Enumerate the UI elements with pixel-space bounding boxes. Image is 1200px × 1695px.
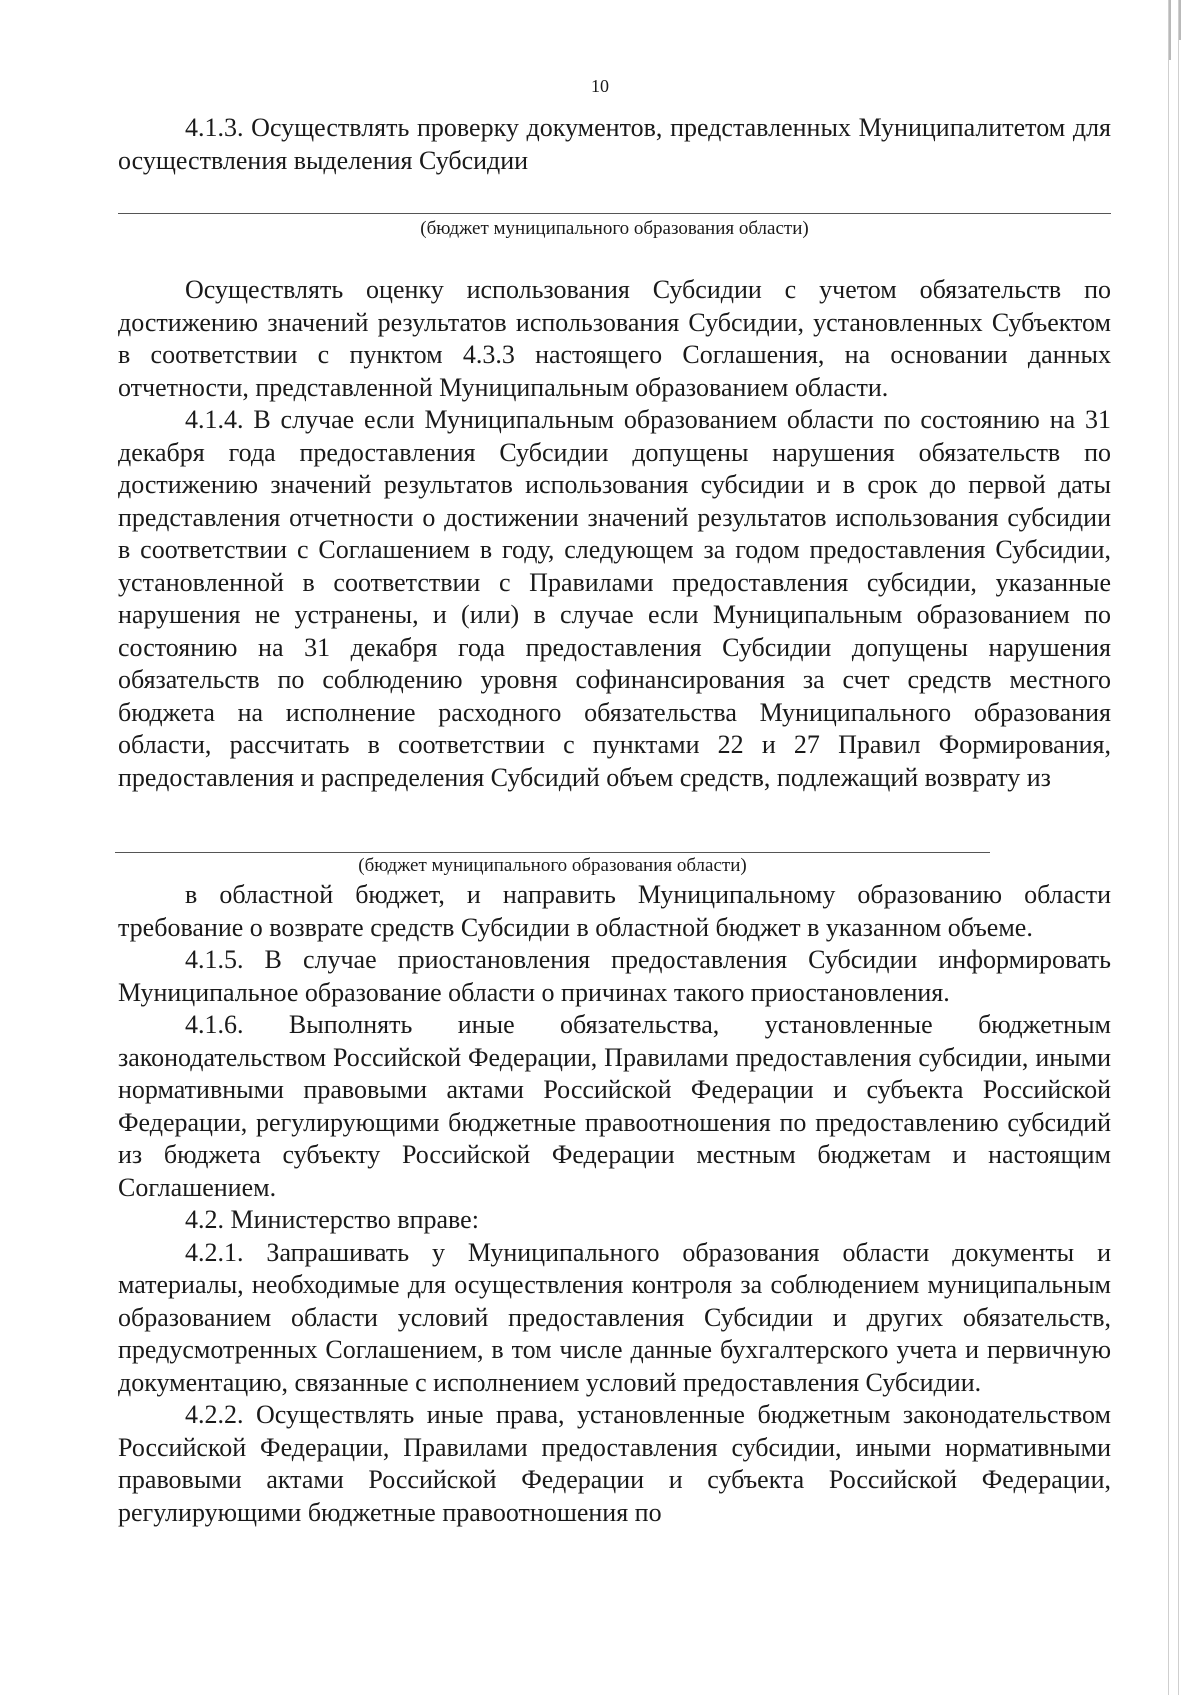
- scan-edge-line: [1168, 0, 1169, 1695]
- clause-4-1-4-continuation: в областной бюджет, и направить Муниципальному образованию области требование о возврате средств Субсидии в областной бюджет в указанном объеме.: [118, 880, 1111, 942]
- scan-edge-line: [1178, 0, 1179, 1695]
- clause-4-1-6-text: 4.1.6. Выполнять иные обязательства, установленные бюджетным законодательством Российской Федерации, Правилами предоставления субсидии, иными нормативными правовыми актами Российской Федерации и субъекта Российской Федерации, регулирующими бюджетные правоотношения по предоставлению субсидий из бюджета субъекту Российской Федерации местным бюджетам и настоящим Соглашением.: [118, 1010, 1111, 1202]
- clause-4-1-3: [118, 112, 1111, 177]
- clause-body: [118, 879, 1111, 1529]
- scan-edge-mark: [1179, 0, 1181, 40]
- field-caption: (бюджет муниципального образования области): [358, 855, 747, 876]
- clause-4-2-1-text: 4.2.1. Запрашивать у Муниципального образования области документы и материалы, необходимые для осуществления контроля за соблюдением муниципальным образованием области условий предоставления Субсидии и других обязательств, предусмотренных Соглашением, в том числе данные бухгалтерского учета и первичную документацию, связанные с исполнением условий предоставления Субсидии.: [118, 1237, 1111, 1397]
- field-caption: (бюджет муниципального образования области): [420, 218, 809, 239]
- clause-4-2-text: 4.2. Министерство вправе:: [185, 1205, 479, 1234]
- clause-4-2-2-text: 4.2.2. Осуществлять иные права, установленные бюджетным законодательством Российской Федерации, Правилами предоставления субсидии, иными нормативными правовыми актами Российской Федерации и субъекта Российской Федерации, регулирующими бюджетные правоотношения по: [118, 1400, 1111, 1527]
- fill-in-line: [115, 852, 990, 853]
- clause-4-1-3-text: 4.1.3. Осуществлять проверку документов, представленных Муниципалитетом для осуществления выделения Субсидии: [118, 113, 1111, 175]
- page-number: 10: [591, 76, 609, 96]
- scan-edge-mark: [1169, 0, 1171, 60]
- clause-4-1-4-text: 4.1.4. В случае если Муниципальным образованием области по состоянию на 31 декабря года предоставления Субсидии допущены нарушения обязательств по достижению значений результатов использования субсидии и в срок до первой даты представления отчетности о достижении значений результатов использования субсидии в соответствии с Соглашением в году, следующем за годом предоставления Субсидии, установленной в соответствии с Правилами предоставления субсидии, указанные нарушения не устранены, и (или) в случае если Муниципальным образованием по состоянию на 31 декабря года предоставления Субсидии допущены нарушения обязательств по соблюдению уровня софинансирования за счет средств местного бюджета на исполнение расходного обязательства Муниципального образования области, рассчитать в соответствии с пунктами 22 и 27 Правил Формирования, предоставления и распределения Субсидий объем средств, подлежащий возврату из: [118, 405, 1111, 792]
- clause-4-1-5-text: 4.1.5. В случае приостановления предоставления Субсидии информировать Муниципальное образование области о причинах такого приостановления.: [118, 945, 1111, 1007]
- evaluation-text: Осуществлять оценку использования Субсидии с учетом обязательств по достижению значений результатов использования Субсидии, установленных Субъектом в соответствии с пунктом 4.3.3 настоящего Соглашения, на основании данных отчетности, представленной Муниципальным образованием области.: [118, 275, 1111, 402]
- evaluation-paragraph: [118, 274, 1111, 794]
- fill-in-line: [118, 213, 1111, 214]
